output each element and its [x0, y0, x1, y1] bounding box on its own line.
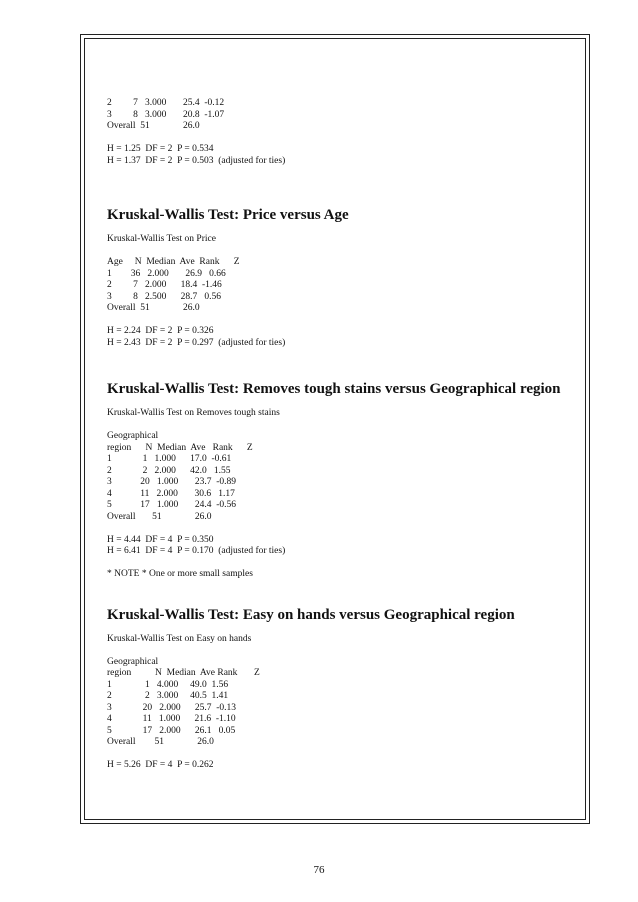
table-row: 1 36 2.000 26.9 0.66	[107, 268, 226, 279]
section-subtitle: Kruskal-Wallis Test on Price	[107, 234, 216, 244]
table-row: 2 7 3.000 25.4 -0.12	[107, 98, 225, 108]
table-row: 4 11 2.000 30.6 1.17	[107, 488, 235, 499]
document-content	[107, 98, 577, 772]
table-row: 5 17 1.000 24.4 -0.56	[107, 500, 237, 510]
page-number: 76	[313, 864, 325, 876]
table-row: 1 1 1.000 17.0 -0.61	[107, 454, 232, 464]
table-row: 5 17 2.000 26.1 0.05	[107, 725, 236, 736]
table-row: 2 2 2.000 42.0 1.55	[107, 465, 231, 476]
note-line: * NOTE * One or more small samples	[107, 569, 253, 579]
table-row: 2 2 3.000 40.5 1.41	[107, 691, 229, 701]
stat-line: H = 1.25 DF = 2 P = 0.534	[107, 144, 214, 154]
table-header: Age N Median Ave Rank Z	[107, 257, 240, 267]
table-header: Geographical	[107, 656, 159, 667]
table-header: Geographical	[107, 431, 159, 441]
stat-line: H = 2.24 DF = 2 P = 0.326	[107, 326, 214, 336]
table-row: Overall 51 26.0	[107, 737, 214, 747]
stat-line: H = 1.37 DF = 2 P = 0.503 (adjusted for ties)	[107, 155, 286, 166]
table-row: 2 7 2.000 18.4 -1.46	[107, 280, 222, 290]
section-heading-price-age: Kruskal-Wallis Test: Price versus Age	[107, 207, 349, 223]
table-row: Overall 51 26.0	[107, 121, 200, 131]
stat-line: H = 5.26 DF = 4 P = 0.262	[107, 760, 214, 770]
table-row: Overall 51 26.0	[107, 303, 200, 313]
table-header: region N Median Ave Rank Z	[107, 668, 260, 678]
stat-line: H = 2.43 DF = 2 P = 0.297 (adjusted for ties)	[107, 337, 286, 348]
table-row: 1 1 4.000 49.0 1.56	[107, 679, 229, 690]
table-header: region N Median Ave Rank Z	[107, 442, 253, 453]
table-row: 4 11 1.000 21.6 -1.10	[107, 714, 236, 724]
stat-line: H = 4.44 DF = 4 P = 0.350	[107, 534, 214, 545]
section-heading-hands-region: Kruskal-Wallis Test: Easy on hands versus Geographical region	[107, 606, 515, 623]
section-subtitle: Kruskal-Wallis Test on Easy on hands	[107, 633, 252, 644]
table-row: 3 20 2.000 25.7 -0.13	[107, 702, 237, 713]
table-row: 3 8 2.500 28.7 0.56	[107, 291, 221, 302]
stat-line: H = 6.41 DF = 4 P = 0.170 (adjusted for ties)	[107, 546, 286, 556]
section-subtitle: Kruskal-Wallis Test on Removes tough stains	[107, 408, 280, 418]
table-row: 3 20 1.000 23.7 -0.89	[107, 477, 237, 487]
table-row: 3 8 3.000 20.8 -1.07	[107, 109, 225, 120]
table-row: Overall 51 26.0	[107, 511, 212, 522]
top-results-table	[107, 98, 577, 133]
section-heading-stains-region: Kruskal-Wallis Test: Removes tough stains versus Geographical region	[107, 381, 561, 397]
